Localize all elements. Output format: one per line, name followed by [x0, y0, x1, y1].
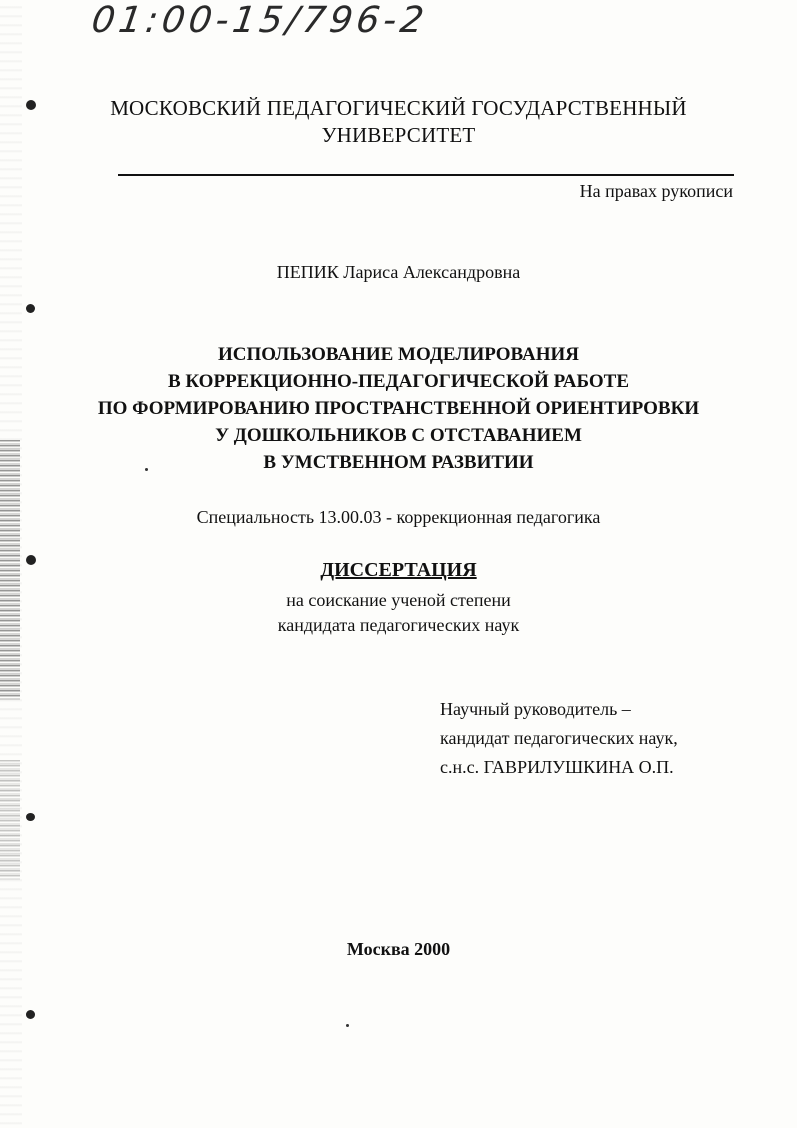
title-line: У ДОШКОЛЬНИКОВ С ОТСТАВАНИЕМ: [215, 425, 582, 446]
supervisor-line-2: кандидат педагогических наук,: [440, 728, 678, 748]
degree-line-2: кандидата педагогических наук: [277, 615, 520, 635]
rights-note: На правах рукописи: [579, 181, 733, 201]
university-line-1: МОСКОВСКИЙ ПЕДАГОГИЧЕСКИЙ ГОСУДАРСТВЕННЫЙ: [110, 96, 687, 120]
city-year: Москва 2000: [346, 939, 451, 959]
binding-hole: [26, 1010, 35, 1019]
dissertation-heading: ДИССЕРТАЦИЯ: [320, 559, 477, 581]
header-divider: [118, 174, 734, 176]
supervisor-line-1: Научный руководитель –: [440, 699, 631, 719]
title-line: ПО ФОРМИРОВАНИЮ ПРОСТРАНСТВЕННОЙ ОРИЕНТИРОВКИ: [97, 398, 700, 419]
title-line: ИСПОЛЬЗОВАНИЕ МОДЕЛИРОВАНИЯ: [217, 344, 580, 365]
dissertation-title: [0, 341, 797, 476]
university-name: [0, 95, 797, 149]
degree-description: [0, 588, 797, 638]
scan-noise: [0, 760, 20, 880]
specialty: Специальность 13.00.03 - коррекционная педагогика: [196, 507, 601, 527]
author-name: ПЕПИК Лариса Александровна: [276, 262, 521, 282]
scan-speck: [145, 468, 148, 471]
binding-hole: [26, 813, 35, 821]
binding-hole: [26, 304, 35, 313]
supervisor-block: [440, 695, 678, 782]
degree-line-1: на соискание ученой степени: [286, 590, 511, 610]
supervisor-line-3: с.н.с. ГАВРИЛУШКИНА О.П.: [440, 757, 674, 777]
title-line: В КОРРЕКЦИОННО-ПЕДАГОГИЧЕСКОЙ РАБОТЕ: [167, 371, 630, 392]
title-line: В УМСТВЕННОМ РАЗВИТИИ: [263, 452, 534, 473]
handwritten-catalog-number: 01:00-15/796-2: [89, 0, 431, 41]
university-line-2: УНИВЕРСИТЕТ: [321, 123, 476, 147]
scan-speck: [346, 1024, 349, 1027]
